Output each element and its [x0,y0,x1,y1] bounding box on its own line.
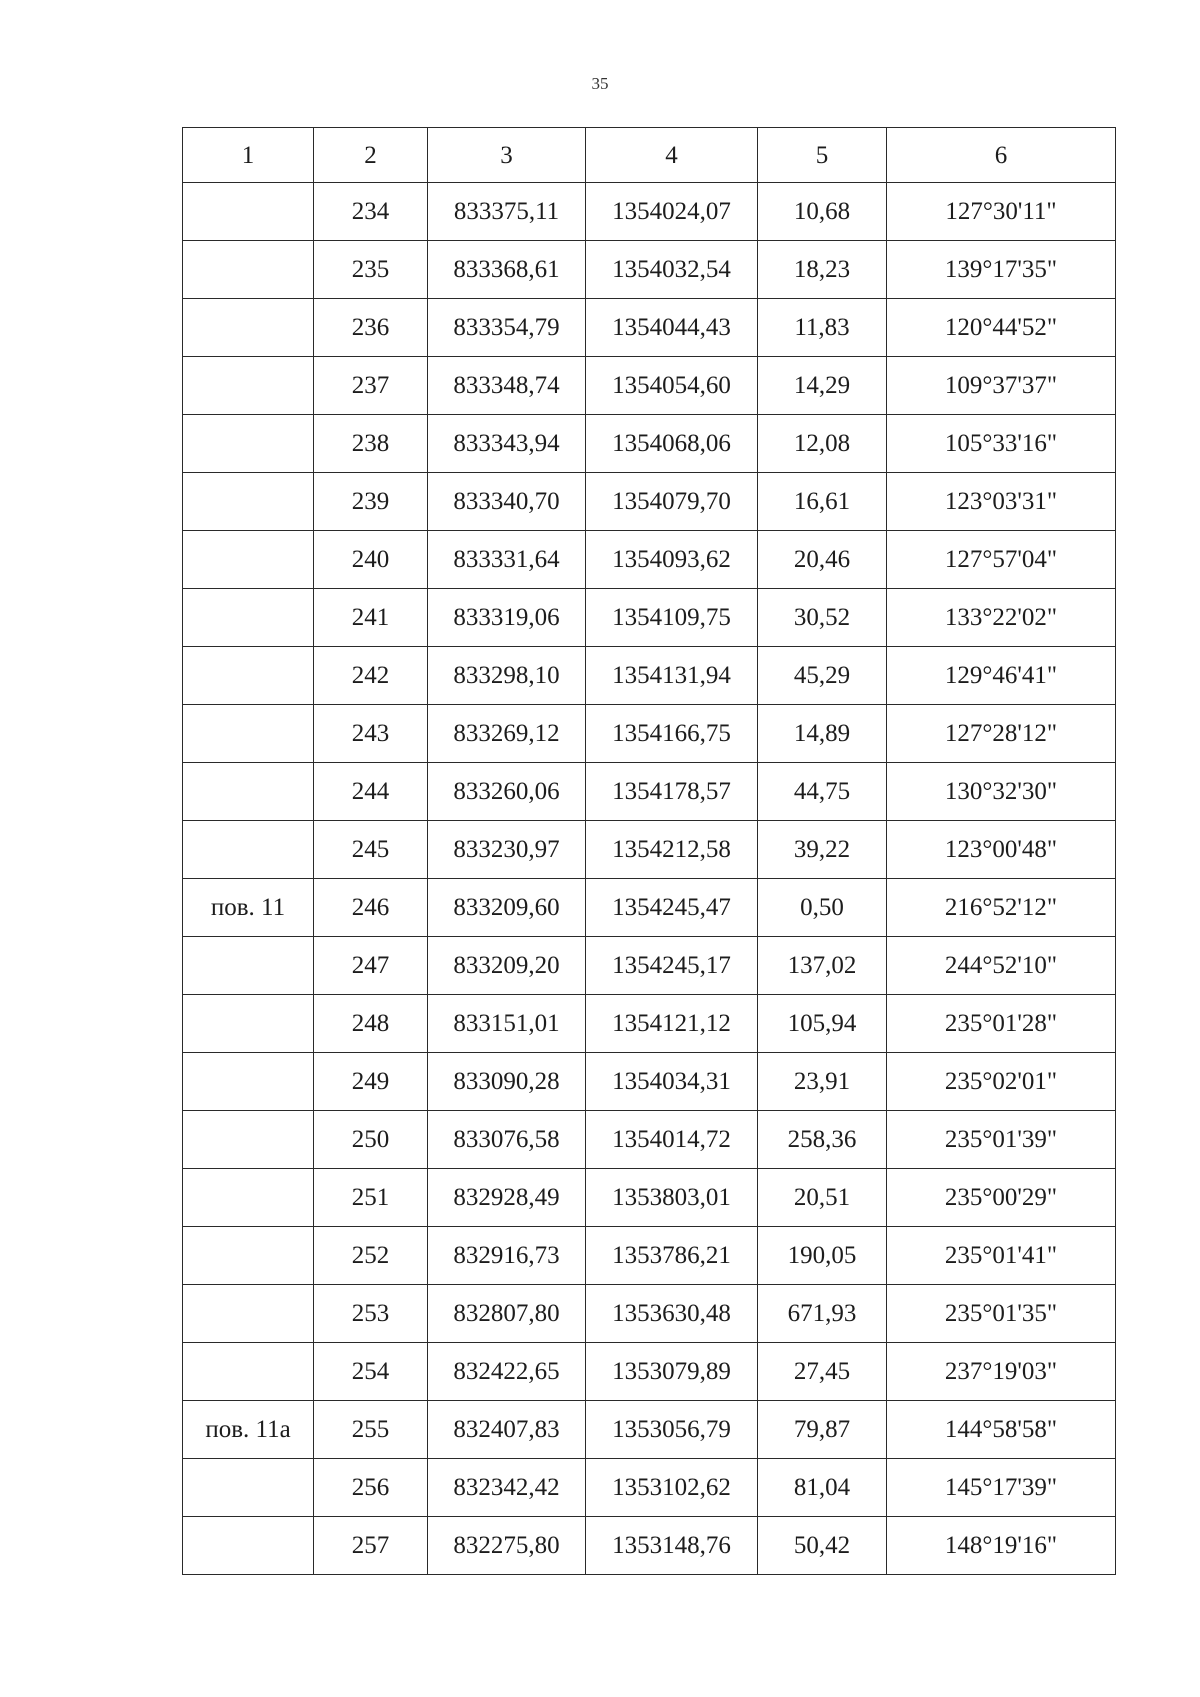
y-coordinate-cell: 1354032,54 [586,241,758,299]
x-coordinate-cell: 833076,58 [428,1111,586,1169]
distance-cell: 50,42 [758,1517,887,1575]
turn-label-cell [183,1517,314,1575]
distance-cell: 14,89 [758,705,887,763]
distance-cell: 10,68 [758,183,887,241]
x-coordinate-cell: 833209,60 [428,879,586,937]
distance-cell: 81,04 [758,1459,887,1517]
table-row [183,1169,1116,1227]
table-row [183,473,1116,531]
table-row [183,589,1116,647]
bearing-cell: 130°32'30" [887,763,1116,821]
distance-cell: 0,50 [758,879,887,937]
x-coordinate-cell: 833260,06 [428,763,586,821]
turn-label-cell [183,241,314,299]
point-number-cell: 253 [314,1285,428,1343]
table-row [183,241,1116,299]
y-coordinate-cell: 1354121,12 [586,995,758,1053]
turn-label-cell [183,937,314,995]
bearing-cell: 235°02'01" [887,1053,1116,1111]
point-number-cell: 239 [314,473,428,531]
turn-label-cell: пов. 11а [183,1401,314,1459]
bearing-cell: 139°17'35" [887,241,1116,299]
bearing-cell: 237°19'03" [887,1343,1116,1401]
table-row [183,821,1116,879]
table-row [183,1517,1116,1575]
coordinates-table [182,127,1116,1575]
x-coordinate-cell: 832342,42 [428,1459,586,1517]
bearing-cell: 235°01'39" [887,1111,1116,1169]
point-number-cell: 256 [314,1459,428,1517]
bearing-cell: 235°00'29" [887,1169,1116,1227]
y-coordinate-cell: 1353630,48 [586,1285,758,1343]
bearing-cell: 145°17'39" [887,1459,1116,1517]
point-number-cell: 250 [314,1111,428,1169]
x-coordinate-cell: 832807,80 [428,1285,586,1343]
y-coordinate-cell: 1354068,06 [586,415,758,473]
x-coordinate-cell: 833368,61 [428,241,586,299]
table-row [183,531,1116,589]
point-number-cell: 237 [314,357,428,415]
x-coordinate-cell: 833209,20 [428,937,586,995]
x-coordinate-cell: 833269,12 [428,705,586,763]
point-number-cell: 234 [314,183,428,241]
point-number-cell: 240 [314,531,428,589]
y-coordinate-cell: 1354109,75 [586,589,758,647]
table-row [183,415,1116,473]
turn-label-cell [183,647,314,705]
bearing-cell: 105°33'16" [887,415,1116,473]
y-coordinate-cell: 1354093,62 [586,531,758,589]
turn-label-cell: пов. 11 [183,879,314,937]
turn-label-cell [183,821,314,879]
turn-label-cell [183,1285,314,1343]
table-row [183,1401,1116,1459]
y-coordinate-cell: 1354131,94 [586,647,758,705]
header-cell-3: 3 [428,128,586,183]
turn-label-cell [183,299,314,357]
distance-cell: 27,45 [758,1343,887,1401]
x-coordinate-cell: 832275,80 [428,1517,586,1575]
table-row [183,705,1116,763]
y-coordinate-cell: 1354245,17 [586,937,758,995]
point-number-cell: 254 [314,1343,428,1401]
y-coordinate-cell: 1354212,58 [586,821,758,879]
turn-label-cell [183,183,314,241]
point-number-cell: 244 [314,763,428,821]
distance-cell: 190,05 [758,1227,887,1285]
point-number-cell: 236 [314,299,428,357]
distance-cell: 258,36 [758,1111,887,1169]
point-number-cell: 245 [314,821,428,879]
table-row [183,1227,1116,1285]
turn-label-cell [183,1227,314,1285]
table-row [183,647,1116,705]
x-coordinate-cell: 833343,94 [428,415,586,473]
table-row [183,299,1116,357]
y-coordinate-cell: 1354044,43 [586,299,758,357]
bearing-cell: 144°58'58" [887,1401,1116,1459]
header-cell-1: 1 [183,128,314,183]
distance-cell: 44,75 [758,763,887,821]
x-coordinate-cell: 833090,28 [428,1053,586,1111]
y-coordinate-cell: 1353148,76 [586,1517,758,1575]
bearing-cell: 123°03'31" [887,473,1116,531]
y-coordinate-cell: 1353079,89 [586,1343,758,1401]
bearing-cell: 123°00'48" [887,821,1116,879]
header-row [183,128,1116,183]
table-row [183,1053,1116,1111]
turn-label-cell [183,995,314,1053]
table-row [183,995,1116,1053]
x-coordinate-cell: 832928,49 [428,1169,586,1227]
distance-cell: 23,91 [758,1053,887,1111]
point-number-cell: 257 [314,1517,428,1575]
table-row [183,1343,1116,1401]
bearing-cell: 216°52'12" [887,879,1116,937]
turn-label-cell [183,473,314,531]
distance-cell: 45,29 [758,647,887,705]
point-number-cell: 242 [314,647,428,705]
distance-cell: 11,83 [758,299,887,357]
distance-cell: 105,94 [758,995,887,1053]
y-coordinate-cell: 1354178,57 [586,763,758,821]
distance-cell: 30,52 [758,589,887,647]
distance-cell: 20,46 [758,531,887,589]
point-number-cell: 251 [314,1169,428,1227]
distance-cell: 137,02 [758,937,887,995]
bearing-cell: 235°01'35" [887,1285,1116,1343]
x-coordinate-cell: 833298,10 [428,647,586,705]
table-row [183,183,1116,241]
bearing-cell: 148°19'16" [887,1517,1116,1575]
point-number-cell: 235 [314,241,428,299]
point-number-cell: 243 [314,705,428,763]
coordinates-table-container [182,127,1115,1575]
y-coordinate-cell: 1354245,47 [586,879,758,937]
y-coordinate-cell: 1353803,01 [586,1169,758,1227]
turn-label-cell [183,415,314,473]
x-coordinate-cell: 833151,01 [428,995,586,1053]
table-row [183,1285,1116,1343]
y-coordinate-cell: 1353056,79 [586,1401,758,1459]
table-row [183,937,1116,995]
bearing-cell: 235°01'28" [887,995,1116,1053]
distance-cell: 39,22 [758,821,887,879]
bearing-cell: 235°01'41" [887,1227,1116,1285]
distance-cell: 16,61 [758,473,887,531]
distance-cell: 14,29 [758,357,887,415]
header-cell-2: 2 [314,128,428,183]
table-row [183,1459,1116,1517]
x-coordinate-cell: 833230,97 [428,821,586,879]
turn-label-cell [183,589,314,647]
y-coordinate-cell: 1354024,07 [586,183,758,241]
bearing-cell: 127°57'04" [887,531,1116,589]
turn-label-cell [183,1053,314,1111]
turn-label-cell [183,1111,314,1169]
y-coordinate-cell: 1353102,62 [586,1459,758,1517]
turn-label-cell [183,705,314,763]
y-coordinate-cell: 1354014,72 [586,1111,758,1169]
turn-label-cell [183,1343,314,1401]
point-number-cell: 249 [314,1053,428,1111]
x-coordinate-cell: 832422,65 [428,1343,586,1401]
table-row [183,879,1116,937]
bearing-cell: 120°44'52" [887,299,1116,357]
point-number-cell: 246 [314,879,428,937]
point-number-cell: 252 [314,1227,428,1285]
x-coordinate-cell: 832407,83 [428,1401,586,1459]
header-cell-5: 5 [758,128,887,183]
bearing-cell: 127°30'11" [887,183,1116,241]
x-coordinate-cell: 833348,74 [428,357,586,415]
point-number-cell: 255 [314,1401,428,1459]
point-number-cell: 238 [314,415,428,473]
bearing-cell: 129°46'41" [887,647,1116,705]
header-cell-6: 6 [887,128,1116,183]
y-coordinate-cell: 1353786,21 [586,1227,758,1285]
point-number-cell: 248 [314,995,428,1053]
point-number-cell: 241 [314,589,428,647]
bearing-cell: 127°28'12" [887,705,1116,763]
bearing-cell: 109°37'37" [887,357,1116,415]
distance-cell: 79,87 [758,1401,887,1459]
x-coordinate-cell: 832916,73 [428,1227,586,1285]
distance-cell: 18,23 [758,241,887,299]
turn-label-cell [183,1459,314,1517]
distance-cell: 20,51 [758,1169,887,1227]
distance-cell: 12,08 [758,415,887,473]
turn-label-cell [183,763,314,821]
table-row [183,357,1116,415]
turn-label-cell [183,1169,314,1227]
distance-cell: 671,93 [758,1285,887,1343]
page-number: 35 [591,74,609,93]
table-row [183,763,1116,821]
y-coordinate-cell: 1354079,70 [586,473,758,531]
table-body [183,183,1116,1575]
y-coordinate-cell: 1354034,31 [586,1053,758,1111]
bearing-cell: 244°52'10" [887,937,1116,995]
turn-label-cell [183,357,314,415]
x-coordinate-cell: 833375,11 [428,183,586,241]
table-row [183,1111,1116,1169]
y-coordinate-cell: 1354166,75 [586,705,758,763]
x-coordinate-cell: 833331,64 [428,531,586,589]
point-number-cell: 247 [314,937,428,995]
table-header [183,128,1116,183]
bearing-cell: 133°22'02" [887,589,1116,647]
turn-label-cell [183,531,314,589]
header-cell-4: 4 [586,128,758,183]
x-coordinate-cell: 833354,79 [428,299,586,357]
y-coordinate-cell: 1354054,60 [586,357,758,415]
x-coordinate-cell: 833340,70 [428,473,586,531]
x-coordinate-cell: 833319,06 [428,589,586,647]
